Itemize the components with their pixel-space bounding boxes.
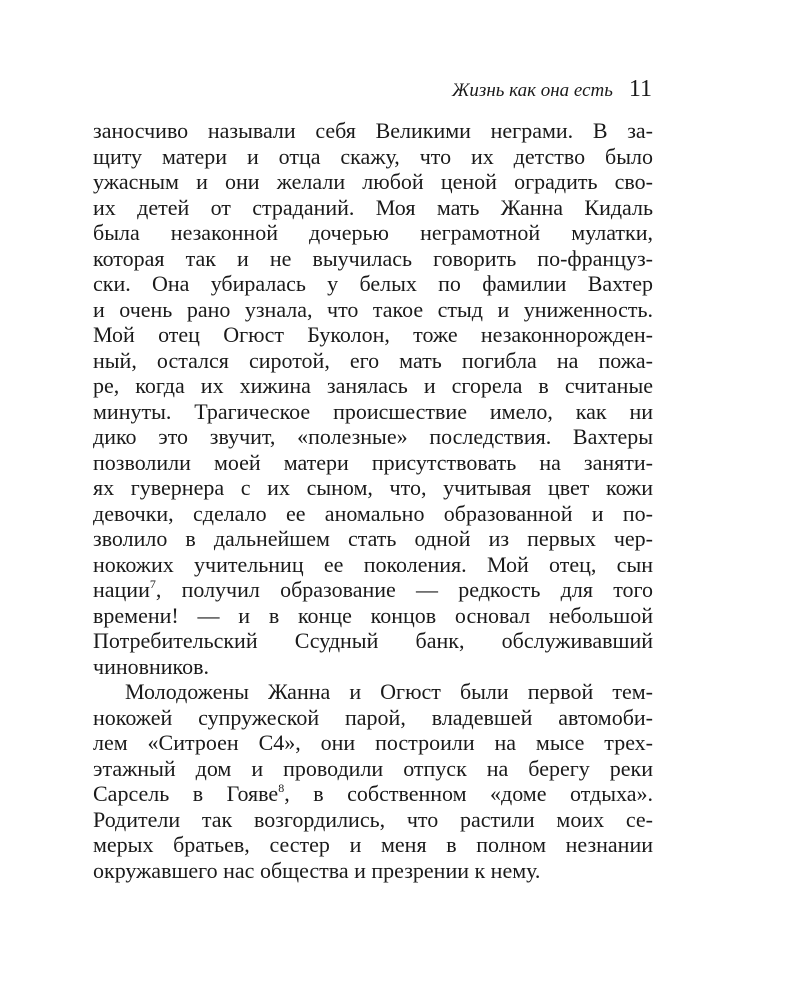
text-line: их детей от страданий. Моя мать Жанна Кидаль	[93, 194, 653, 220]
text-segment: , в собственном «доме отдыха».	[284, 781, 653, 806]
text-segment: нации	[93, 577, 150, 602]
text-segment: , получил образование — редкость для того	[155, 577, 653, 602]
paragraph-first-line: Молодожены Жанна и Огюст были первой тем-	[125, 679, 653, 704]
text-line: Родители так возгордились, что растили моих се-	[93, 806, 653, 832]
text-line: ный, остался сиротой, его мать погибла на пожа-	[93, 347, 653, 373]
text-line: которая так и не выучилась говорить по-француз-	[93, 245, 653, 271]
running-title: Жизнь как она есть	[452, 80, 613, 101]
page-number: 11	[628, 76, 652, 102]
text-line: щиту матери и отца скажу, что их детство было	[93, 143, 653, 169]
running-head	[452, 76, 652, 103]
text-line: ре, когда их хижина занялась и сгорела в считаные	[93, 373, 653, 398]
footnote-ref: 7	[149, 577, 156, 591]
text-line: Мой отец Огюст Буколон, тоже незаконнорожден-	[93, 322, 653, 347]
text-line: девочки, сделало ее аномально образованной и по-	[93, 500, 653, 526]
text-line: чиновников.	[93, 653, 210, 679]
text-line: лем «Ситроен С4», они построили на мысе трех-	[93, 730, 653, 755]
text-line: зволило в дальнейшем стать одной из первых чер-	[93, 526, 653, 551]
text-line: ски. Она убиралась у белых по фамилии Вахтер	[93, 271, 653, 296]
text-line: была незаконной дочерью неграмотной мулатки,	[93, 220, 653, 245]
text-line: позволили моей матери присутствовать на заняти-	[93, 449, 653, 475]
text-line: дико это звучит, «полезные» последствия. Вахтеры	[93, 424, 653, 449]
text-line: нокожей супружеской парой, владевшей автомоби-	[93, 704, 653, 730]
footnote-ref: 8	[278, 781, 285, 795]
text-line-with-footnote	[93, 577, 653, 603]
text-line: заносчиво называли себя Великими неграми. В за-	[93, 118, 653, 143]
text-line: ях гувернера с их сыном, что, учитывая цвет кожи	[93, 475, 653, 500]
text-line: и очень рано узнала, что такое стыд и униженность.	[93, 296, 653, 322]
text-line: времени! — и в конце концов основал небольшой	[93, 602, 653, 628]
text-line: ужасным и они желали любой ценой оградить сво-	[93, 169, 653, 194]
text-segment: Сарсель в Гояве	[93, 781, 279, 806]
text-line: мерых братьев, сестер и меня в полном незнании	[93, 832, 653, 857]
body-text	[93, 118, 653, 883]
text-line: Потребительский Ссудный банк, обслуживавший	[93, 628, 653, 653]
text-line: нокожих учительниц ее поколения. Мой отец, сын	[93, 551, 653, 577]
text-line-with-footnote	[93, 781, 653, 807]
text-line: этажный дом и проводили отпуск на берегу реки	[93, 755, 653, 781]
text-line: минуты. Трагическое происшествие имело, как ни	[93, 398, 653, 424]
text-line: окружавшего нас общества и презрении к нему.	[93, 857, 541, 883]
